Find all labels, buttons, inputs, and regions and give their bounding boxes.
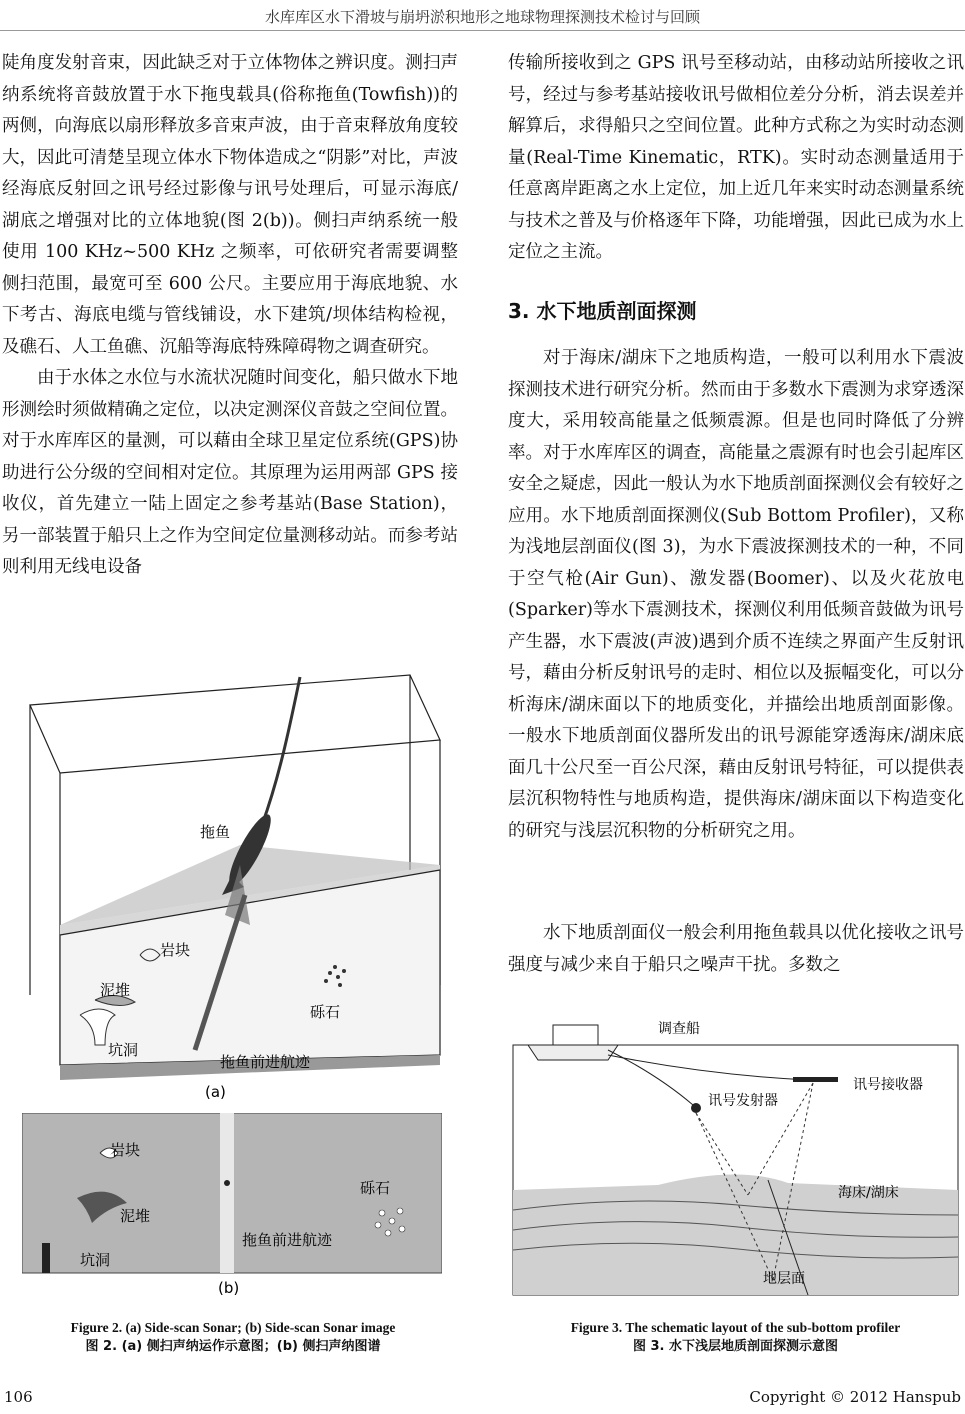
label-transmitter: 讯号发射器 — [708, 1093, 778, 1109]
figure-3-caption-en: Figure 3. The schematic layout of the sub-bottom profiler — [570, 1320, 901, 1335]
header-rule — [0, 30, 965, 31]
right-column — [508, 48, 964, 975]
label-pit: 坑洞 — [108, 1041, 139, 1059]
label-ship: 调查船 — [658, 1021, 700, 1037]
figure-2-caption — [8, 1318, 458, 1356]
label-towfish: 拖鱼 — [200, 823, 231, 841]
subcaption-a: (a) — [205, 1083, 226, 1101]
label-receiver: 讯号接收器 — [853, 1077, 923, 1093]
left-paragraph-2: 由于水体之水位与水流状况随时间变化，船只做水下地形测绘时须做精确之定位，以决定测深仪音鼓之空间位置。对于水库库区的量测，可以藉由全球卫星定位系统(GPS)协助进行公分级的空间相对定位。其原理为运用两部 GPS 接收仪，首先建立一陆上固定之参考基站(Base Station)，另一部装置于船只上之作为空间定位量测移动站。而参考站则利用无线电设备 — [2, 368, 458, 577]
nadir-track-strip — [220, 1113, 234, 1273]
right-paragraph-3: 水下地质剖面仪一般会利用拖鱼载具以优化接收之讯号强度与减少来自于船只之噪声干扰。多数之 — [508, 923, 964, 975]
label-gravel: 砾石 — [310, 1003, 341, 1021]
label-seabed: 海床/湖床 — [838, 1185, 899, 1201]
towfish-point — [224, 1180, 230, 1186]
page-number: 106 — [4, 1388, 33, 1406]
tow-cable — [262, 677, 300, 825]
tank-top-face — [30, 675, 440, 773]
receiver — [793, 1077, 838, 1082]
label-b-mud: 泥堆 — [120, 1207, 151, 1225]
figure-3-caption — [508, 1318, 963, 1356]
label-mud: 泥堆 — [100, 981, 131, 999]
label-rock: 岩块 — [160, 941, 191, 959]
figure-2-caption-zh: 图 2. (a) 侧扫声纳运作示意图；(b) 侧扫声纳图谱 — [85, 1339, 381, 1354]
label-b-track: 拖鱼前进航迹 — [242, 1231, 333, 1249]
right-paragraph-2: 对于海床/湖床下之地质构造，一般可以利用水下震波探测技术进行研究分析。然而由于多数水下震测为求穿透深度大，采用较高能量之低频震源。但是也同时降低了分辨率。对于水库库区的调查，高能量之震源有时也会引起库区安全之疑虑，因此一般认为水下地质剖面探测仪会有较好之应用。水下地质剖面探测仪(Sub Bottom Profiler)，又称为浅地层剖面仪(图 3)，为水下震波探测技术的一种，不同于空气枪(Air Gun)、激发器(Boomer)、以及火花放电(Sparker)等水下震测技术，探测仪利用低频音鼓做为讯号产生器，水下震波(声波)遇到介质不连续之界面产生反射讯号，藉由分析反射讯号的走时、相位以及振幅变化，可以分析海床/湖床面以下的地质变化，并描绘出地质剖面影像。一般水下地质剖面仪器所发出的讯号源能穿透海床/湖床底面几十公尺至一百公尺深，藉由反射讯号特征，可以提供表层沉积物特性与地质构造，提供海床/湖床面以下构造变化的研究与浅层沉积物的分析研究之用。 — [508, 348, 964, 841]
figure-2b-sonar-image — [22, 1113, 442, 1298]
left-paragraph-1: 陡角度发射音束，因此缺乏对于立体物体之辨识度。测扫声纳系统将音鼓放置于水下拖曳载具(俗称拖鱼(Towfish))的两侧，向海底以扇形释放多音束声波，由于音束释放角度较大，因此可清楚呈现立体水下物体造成之“阴影”对比，声波经海底反射回之讯号经过影像与讯号处理后，可显示海底/湖底之增强对比的立体地貌(图 2(b))。侧扫声纳系统一般使用 100 KHz~500 KHz 之频率，可依研究者需要调整侧扫范围，最宽可至 600 公尺。主要应用于海底地貌、水下考古、海底电缆与管线铺设，水下建筑/坝体结构检视，及礁石、人工鱼礁、沉船等海底特殊障碍物之调查研究。 — [2, 53, 458, 357]
label-strata: 地层面 — [763, 1271, 805, 1287]
label-b-gravel: 砾石 — [360, 1179, 391, 1197]
right-paragraph-1: 传输所接收到之 GPS 讯号至移动站，由移动站所接收之讯号，经过与参考基站接收讯号做相位差分分析，消去误差并解算后，求得船只之空间位置。此种方式称之为实时动态测量(Real-Time Kinematic，RTK)。实时动态测量适用于任意离岸距离之水上定位，加上近几年来实时动态测量系统与技术之普及与价格逐年下降，功能增强，因此已成为水上定位之主流。 — [508, 53, 964, 262]
figure-2-caption-en: Figure 2. (a) Side-scan Sonar; (b) Side-scan Sonar image — [70, 1320, 396, 1335]
figure-2a-diagram — [0, 655, 460, 1115]
figure-3-diagram — [508, 1005, 963, 1297]
label-track: 拖鱼前进航迹 — [220, 1053, 311, 1071]
subcaption-b: (b) — [218, 1279, 240, 1297]
figure-3-caption-zh: 图 3. 水下浅层地质剖面探测示意图 — [632, 1339, 839, 1354]
label-b-pit: 坑洞 — [80, 1251, 111, 1269]
section-title: 3. 水下地质剖面探测 — [508, 299, 697, 323]
left-column — [2, 48, 458, 584]
pit-target — [42, 1243, 50, 1273]
label-b-rock: 岩块 — [110, 1141, 141, 1159]
transmitter — [691, 1103, 701, 1113]
copyright: Copyright © 2012 Hanspub — [749, 1388, 961, 1406]
running-head: 水库库区水下滑坡与崩坍淤积地形之地球物理探测技术检讨与回顾 — [264, 8, 700, 26]
survey-ship — [528, 1025, 618, 1060]
